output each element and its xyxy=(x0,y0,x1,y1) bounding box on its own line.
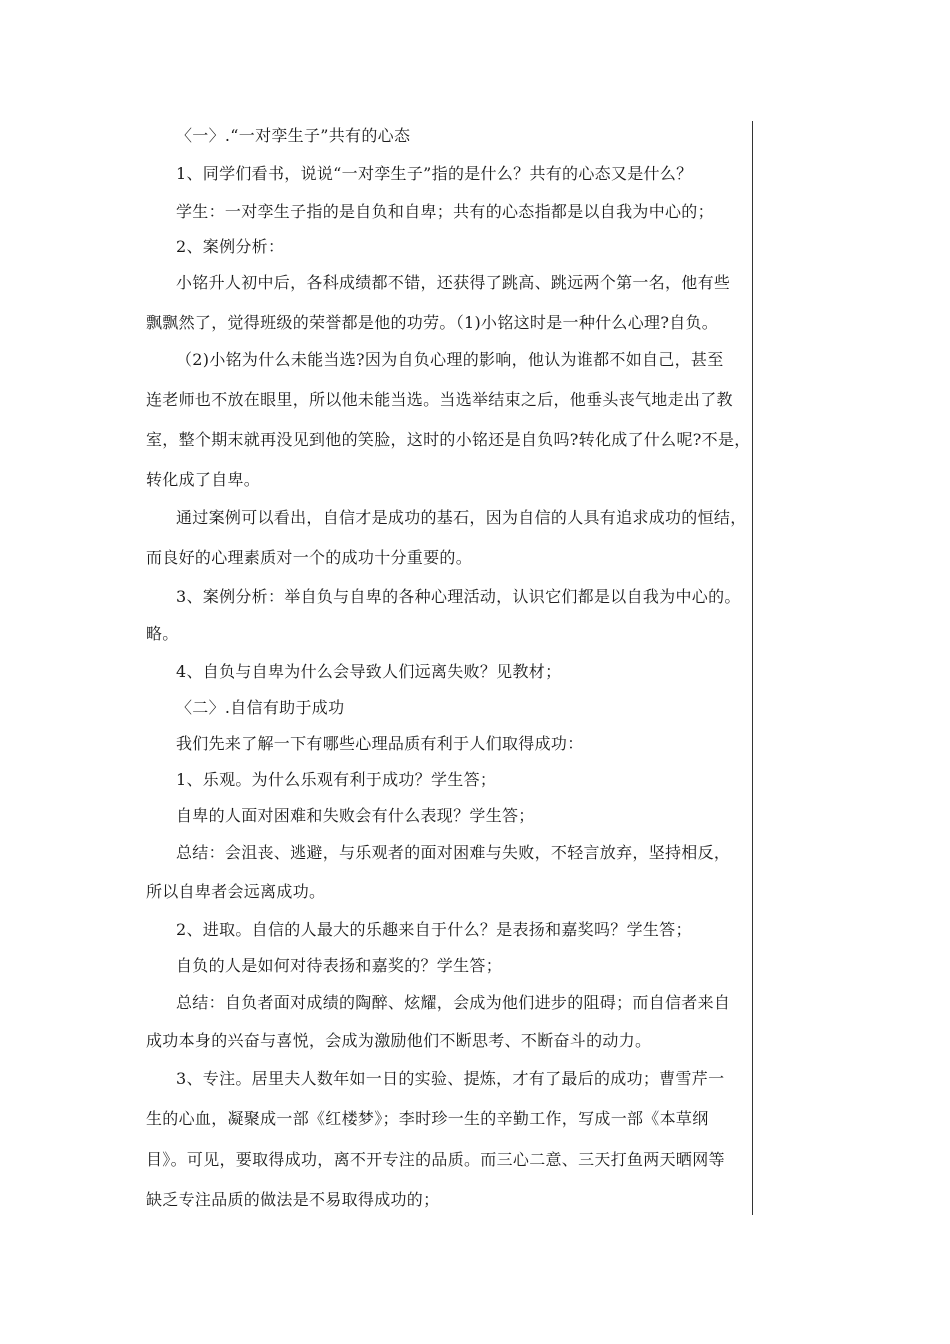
heading-section-1: 〈一〉.“一对孪生子”共有的心态 xyxy=(176,126,411,145)
heading-section-2: 〈二〉.自信有助于成功 xyxy=(176,698,345,717)
paragraph-line: 生的心血，凝聚成一部《红楼梦》；李时珍一生的辛勤工作，写成一部《本草纲 xyxy=(146,1109,709,1128)
margin-rule xyxy=(752,121,753,1215)
paragraph-line: 3、案例分析：举自负与自卑的各种心理活动，认识它们都是以自我为中心的。 xyxy=(176,587,741,606)
paragraph-line: 1、同学们看书，说说“一对孪生子”指的是什么？共有的心态又是什么？ xyxy=(176,164,693,183)
paragraph-line: 目》。可见，要取得成功，离不开专注的品质。而三心二意、三天打鱼两天晒网等 xyxy=(146,1150,725,1169)
paragraph-line: （2)小铭为什么未能当选?因为自负心理的影响，他认为谁都不如自己，甚至 xyxy=(176,350,724,369)
paragraph-line: 缺乏专注品质的做法是不易取得成功的； xyxy=(146,1190,440,1209)
paragraph-line: 小铭升人初中后，各科成绩都不错，还获得了跳高、跳远两个第一名，他有些 xyxy=(176,273,731,292)
paragraph-line: 所以自卑者会远离成功。 xyxy=(146,882,326,901)
paragraph-line: 连老师也不放在眼里，所以他未能当选。当选举结束之后，他垂头丧气地走出了教 xyxy=(146,390,733,409)
paragraph-line: 1、乐观。为什么乐观有利于成功？学生答； xyxy=(176,770,497,789)
paragraph-line: 飘飘然了，觉得班级的荣誉都是他的功劳。（1)小铭这时是一种什么心理?自负。 xyxy=(146,313,719,332)
paragraph-line: 总结：自负者面对成绩的陶醉、炫耀，会成为他们进步的阻碍；而自信者来自 xyxy=(176,993,731,1012)
paragraph-line: 成功本身的兴奋与喜悦，会成为激励他们不断思考、不断奋斗的动力。 xyxy=(146,1031,652,1050)
paragraph-line: 而良好的心理素质对一个的成功十分重要的。 xyxy=(146,548,473,567)
paragraph-line: 4、自负与自卑为什么会导致人们远离失败？见教材； xyxy=(176,662,562,681)
paragraph-line: 2、案例分析： xyxy=(176,237,285,256)
paragraph-line: 总结：会沮丧、逃避，与乐观者的面对困难与失败，不轻言放弃，坚持相反， xyxy=(176,843,731,862)
paragraph-line: 转化成了自卑。 xyxy=(146,470,261,489)
paragraph-line: 我们先来了解一下有哪些心理品质有利于人们取得成功： xyxy=(176,734,584,753)
paragraph-line: 自负的人是如何对待表扬和嘉奖的？学生答； xyxy=(176,956,503,975)
paragraph-line: 3、专注。居里夫人数年如一日的实验、提炼，才有了最后的成功；曹雪芹一 xyxy=(176,1069,725,1088)
paragraph-line: 室，整个期末就再没见到他的笑脸，这时的小铭还是自负吗?转化成了什么呢?不是， xyxy=(146,430,751,449)
paragraph-line: 学生：一对孪生子指的是自负和自卑；共有的心态指都是以自我为中心的； xyxy=(176,202,714,221)
paragraph-line: 略。 xyxy=(146,624,179,643)
paragraph-line: 自卑的人面对困难和失败会有什么表现？学生答； xyxy=(176,806,535,825)
paragraph-line: 通过案例可以看出，自信才是成功的基石，因为自信的人具有追求成功的恒结， xyxy=(176,508,747,527)
paragraph-line: 2、进取。自信的人最大的乐趣来自于什么？是表扬和嘉奖吗？学生答； xyxy=(176,920,692,939)
